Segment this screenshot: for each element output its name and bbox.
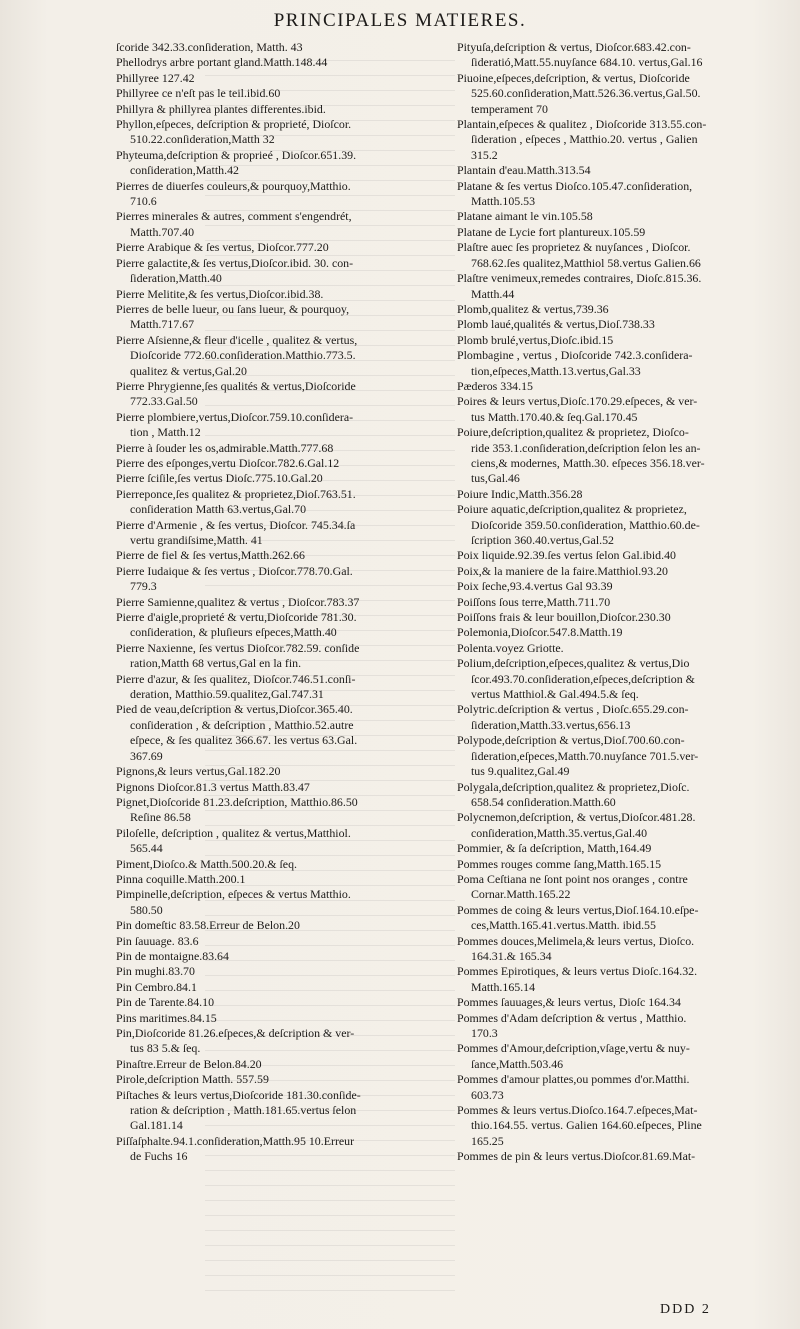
entry-first-line: Piſſaſphalte.94.1.conſideration,Matth.95 10.Erreur xyxy=(116,1133,355,1148)
entry-continuation-line: 315.2 xyxy=(471,147,498,162)
entry-continuation-line: Dioſcoride 359.50.conſideration, Matthio.60.de- xyxy=(471,517,700,532)
entry-first-line: Pommes ſauuages,& leurs vertus, Dioſc 164.34 xyxy=(457,995,681,1010)
entry-continuation-line: ſideration,Matth.33.vertus,656.13 xyxy=(471,717,631,732)
entry-continuation-line: ſideration , eſpeces , Matthio.20. vertus , Galien xyxy=(471,132,698,147)
entry-first-line: Pinaſtre.Erreur de Belon.84.20 xyxy=(116,1056,262,1071)
index-entry xyxy=(457,702,795,733)
entry-continuation-line: Reſine 86.58 xyxy=(130,810,191,825)
index-entry xyxy=(457,333,795,348)
entry-continuation-line: eſpece, & ſes qualitez 366.67. les vertus 63.Gal. xyxy=(130,733,358,748)
index-entry xyxy=(116,826,454,857)
entry-continuation-line: ſideration,Matth.40 xyxy=(130,271,222,286)
index-entry xyxy=(116,887,454,918)
entry-first-line: Poiſſons frais & leur bouillon,Dioſcor.230.30 xyxy=(457,610,671,625)
index-entry xyxy=(457,1072,795,1103)
entry-first-line: Pierre Arabique & ſes vertus, Dioſcor.777.20 xyxy=(116,240,329,255)
entry-first-line: Phyteuma,deſcription & proprieé , Dioſcor.651.39. xyxy=(116,147,357,162)
entry-first-line: Pierres de diuerſes couleurs,& pourquoy,Matthio. xyxy=(116,178,351,193)
index-entry xyxy=(457,163,795,178)
entry-continuation-line: conſideration,Matth.35.vertus,Gal.40 xyxy=(471,825,648,840)
index-entry xyxy=(116,240,454,255)
entry-first-line: Polemonia,Dioſcor.547.8.Matth.19 xyxy=(457,625,623,640)
index-entry xyxy=(457,810,795,841)
index-entry xyxy=(116,548,454,563)
index-entry xyxy=(116,1072,454,1087)
index-entry xyxy=(116,780,454,795)
index-entry xyxy=(457,271,795,302)
entry-continuation-line: qualitez & vertus,Gal.20 xyxy=(130,363,247,378)
entry-first-line: Pommes & leurs vertus.Dioſco.164.7.eſpeces,Mat- xyxy=(457,1103,698,1118)
entry-first-line: Pierre Iudaique & ſes vertus , Dioſcor.778.70.Gal. xyxy=(116,563,353,578)
entry-first-line: Poiure,deſcription,qualitez & proprietez, Dioſco- xyxy=(457,425,689,440)
index-entry xyxy=(457,857,795,872)
entry-first-line: Pommes rouges comme ſang,Matth.165.15 xyxy=(457,856,662,871)
entry-first-line: Poix ſeche,93.4.vertus Gal 93.39 xyxy=(457,579,613,594)
index-entry xyxy=(457,780,795,811)
index-entry xyxy=(116,287,454,302)
entry-first-line: Poires & leurs vertus,Dioſc.170.29.eſpeces, & ver- xyxy=(457,394,698,409)
entry-continuation-line: 779.3 xyxy=(130,579,157,594)
entry-continuation-line: vertu grandiſsime,Matth. 41 xyxy=(130,533,263,547)
entry-first-line: Pityuſa,deſcription & vertus, Dioſcor.683.42.con- xyxy=(457,40,691,54)
entry-first-line: Pierre ſciſile,ſes vertus Dioſc.775.10.Gal.20 xyxy=(116,471,323,486)
index-entry xyxy=(116,40,454,55)
entry-first-line: Phyllon,eſpeces, deſcription & proprieté, Dioſcor. xyxy=(116,117,352,132)
index-entry xyxy=(116,857,454,872)
entry-first-line: Pins maritimes.84.15 xyxy=(116,1010,217,1025)
index-entry xyxy=(457,394,795,425)
index-entry xyxy=(457,564,795,579)
index-entry xyxy=(457,995,795,1010)
entry-first-line: Poiure Indic,Matth.356.28 xyxy=(457,486,583,501)
entry-continuation-line: Matth.707.40 xyxy=(130,224,195,239)
entry-first-line: ſcoride 342.33.conſideration, Matth. 43 xyxy=(116,40,303,54)
index-entry xyxy=(457,903,795,934)
index-entry xyxy=(116,934,454,949)
entry-first-line: Pignons,& leurs vertus,Gal.182.20 xyxy=(116,764,281,779)
index-entry xyxy=(116,872,454,887)
index-entry xyxy=(116,949,454,964)
entry-first-line: Pierre galactite,& ſes vertus,Dioſcor.ibid. 30. con- xyxy=(116,255,354,270)
entry-first-line: Platane & ſes vertus Dioſco.105.47.conſideration, xyxy=(457,178,693,193)
entry-first-line: Pierre plombiere,vertus,Dioſcor.759.10.conſidera- xyxy=(116,409,354,424)
index-entry xyxy=(116,1134,454,1165)
entry-continuation-line: ſance,Matth.503.46 xyxy=(471,1056,564,1071)
entry-first-line: Platane de Lycie fort plantureux.105.59 xyxy=(457,224,646,239)
index-entry xyxy=(116,71,454,86)
entry-first-line: Poiure aquatic,deſcription,qualitez & proprietez, xyxy=(457,502,687,517)
entry-continuation-line: conſideration, & pluſieurs eſpeces,Matth.40 xyxy=(130,625,337,640)
index-entry xyxy=(116,610,454,641)
entry-continuation-line: Dioſcoride 772.60.conſideration.Matthio.773.5. xyxy=(130,348,356,363)
index-entry xyxy=(116,487,454,518)
entry-continuation-line: 580.50 xyxy=(130,902,163,917)
signature-mark: DDD 2 xyxy=(660,1302,711,1317)
entry-continuation-line: temperament 70 xyxy=(471,101,548,116)
index-entry xyxy=(457,964,795,995)
index-entry xyxy=(457,1149,795,1164)
index-entry xyxy=(116,86,454,101)
index-entry xyxy=(116,918,454,933)
index-entry xyxy=(116,1088,454,1134)
entry-first-line: Plombagine , vertus , Dioſcoride 742.3.conſidera- xyxy=(457,348,693,363)
entry-first-line: Polytric.deſcription & vertus , Dioſc.655.29.con- xyxy=(457,702,689,717)
index-entry xyxy=(116,764,454,779)
entry-continuation-line: deration, Matthio.59.qualitez,Gal.747.31 xyxy=(130,687,324,702)
index-entry xyxy=(457,934,795,965)
index-entry xyxy=(457,317,795,332)
entry-first-line: Pin domeſtic 83.58.Erreur de Belon.20 xyxy=(116,918,300,933)
entry-first-line: Pommes de pin & leurs vertus.Dioſcor.81.69.Mat- xyxy=(457,1149,696,1164)
index-entry xyxy=(457,872,795,903)
index-entry xyxy=(457,841,795,856)
entry-continuation-line: vertus Matthiol.& Gal.494.5.& ſeq. xyxy=(471,687,639,702)
entry-continuation-line: thio.164.55. vertus. Galien 164.60.eſpeces, Pline xyxy=(471,1118,702,1133)
index-entry xyxy=(457,348,795,379)
entry-first-line: Pierre de fiel & ſes vertus,Matth.262.66 xyxy=(116,548,305,563)
index-entry xyxy=(457,179,795,210)
entry-continuation-line: ſcription 360.40.vertus,Gal.52 xyxy=(471,533,614,547)
entry-continuation-line: ride 353.1.conſideration,deſcription ſelon les an- xyxy=(471,440,701,455)
index-entry xyxy=(116,55,454,70)
entry-first-line: Poix liquide.92.39.ſes vertus ſelon Gal.ibid.40 xyxy=(457,548,676,563)
entry-continuation-line: ciens,& modernes, Matth.30. eſpeces 356.18.ver- xyxy=(471,455,705,470)
entry-first-line: Phillyra & phillyrea plantes differentes.ibid. xyxy=(116,101,326,116)
entry-first-line: Polycnemon,deſcription, & vertus,Dioſcor.481.28. xyxy=(457,810,696,825)
entry-first-line: Polenta.voyez Griotte. xyxy=(457,640,564,655)
index-entry xyxy=(457,240,795,271)
index-entry xyxy=(116,964,454,979)
entry-first-line: Phillyree 127.42 xyxy=(116,70,195,85)
index-entry xyxy=(116,209,454,240)
entry-first-line: Piuoine,eſpeces,deſcription, & vertus, Dioſcoride xyxy=(457,70,690,85)
entry-first-line: Polygala,deſcription,qualitez & proprietez,Dioſc. xyxy=(457,779,690,794)
index-entry xyxy=(116,410,454,441)
entry-first-line: Plantain d'eau.Matth.313.54 xyxy=(457,163,591,178)
entry-first-line: Pierre d'azur, & ſes qualitez, Dioſcor.746.51.conſi- xyxy=(116,671,356,686)
index-entry xyxy=(116,441,454,456)
entry-continuation-line: Matth.105.53 xyxy=(471,194,536,209)
entry-continuation-line: ſideratió,Matt.55.nuyſance 684.10. vertus,Gal.16 xyxy=(471,55,703,70)
entry-continuation-line: conſideration,Matth.42 xyxy=(130,163,239,178)
entry-continuation-line: 710.6 xyxy=(130,194,157,209)
entry-continuation-line: 164.31.& 165.34 xyxy=(471,948,552,963)
index-entry xyxy=(457,1041,795,1072)
index-entry xyxy=(457,209,795,224)
entry-first-line: Pierres minerales & autres, comment s'engendrét, xyxy=(116,209,352,224)
entry-first-line: Piloſelle, deſcription , qualitez & vertus,Matthiol. xyxy=(116,825,351,840)
index-entry xyxy=(116,471,454,486)
entry-first-line: Pin,Dioſcoride 81.26.eſpeces,& deſcription & ver- xyxy=(116,1026,355,1040)
running-head: PRINCIPALES MATIERES. xyxy=(273,10,527,31)
entry-continuation-line: tion , Matth.12 xyxy=(130,425,201,440)
entry-continuation-line: ration,Matth 68 vertus,Gal en la fin. xyxy=(130,656,302,671)
entry-first-line: Plantain,eſpeces & qualitez , Dioſcoride 313.55.con- xyxy=(457,117,707,132)
entry-first-line: Piſtaches & leurs vertus,Dioſcoride 181.30.conſide- xyxy=(116,1087,361,1102)
entry-continuation-line: Gal.181.14 xyxy=(130,1118,183,1133)
entry-first-line: Pignet,Dioſcoride 81.23.deſcription, Matthio.86.50 xyxy=(116,794,358,809)
index-entry xyxy=(457,733,795,779)
entry-first-line: Pin de montaigne.83.64 xyxy=(116,948,229,963)
entry-first-line: Pinna coquille.Matth.200.1 xyxy=(116,871,246,886)
entry-continuation-line: 367.69 xyxy=(130,748,163,763)
entry-continuation-line: 525.60.conſideration,Matt.526.36.vertus,Gal.50. xyxy=(471,86,701,101)
entry-continuation-line: Cornar.Matth.165.22 xyxy=(471,887,571,902)
index-entry xyxy=(457,656,795,702)
index-entry xyxy=(116,117,454,148)
index-entry xyxy=(116,102,454,117)
entry-first-line: Pommes d'amour plattes,ou pommes d'or.Matthi. xyxy=(457,1072,690,1087)
entry-continuation-line: 565.44 xyxy=(130,841,163,856)
index-entry xyxy=(116,1057,454,1072)
entry-first-line: Pæderos 334.15 xyxy=(457,378,533,393)
entry-continuation-line: conſideration Matth 63.vertus,Gal.70 xyxy=(130,502,307,517)
index-entry xyxy=(116,702,454,764)
entry-continuation-line: Matth.44 xyxy=(471,286,515,301)
index-entry xyxy=(116,1011,454,1026)
index-entry xyxy=(116,302,454,333)
entry-first-line: Pierre Naxienne, ſes vertus Dioſcor.782.59. conſide xyxy=(116,640,360,655)
entry-first-line: Pommier, & ſa deſcription, Matth,164.49 xyxy=(457,841,652,856)
entry-first-line: Poix,& la maniere de la faire.Matthiol.93.20 xyxy=(457,563,669,578)
index-entry xyxy=(116,148,454,179)
index-entry xyxy=(457,1011,795,1042)
entry-first-line: Pierre d'Armenie , & ſes vertus, Dioſcor. 745.34.ſa xyxy=(116,517,356,532)
entry-continuation-line: tion,eſpeces,Matth.13.vertus,Gal.33 xyxy=(471,363,641,378)
entry-continuation-line: 772.33.Gal.50 xyxy=(130,394,198,409)
entry-first-line: Pierre Aſsienne,& fleur d'icelle , qualitez & vertus, xyxy=(116,332,358,347)
entry-first-line: Pommes douces,Melimela,& leurs vertus, Dioſco. xyxy=(457,933,695,948)
entry-first-line: Pierre d'aigle,proprieté & vertu,Dioſcoride 781.30. xyxy=(116,610,357,625)
entry-continuation-line: 658.54 conſideration.Matth.60 xyxy=(471,794,616,809)
entry-first-line: Pommes d'Adam deſcription & vertus , Matthio. xyxy=(457,1010,687,1025)
index-entry xyxy=(116,333,454,379)
entry-first-line: Plaſtre auec ſes proprietez & nuyſances , Dioſcor. xyxy=(457,240,691,255)
entry-continuation-line: conſideration , & deſcription , Matthio.52.autre xyxy=(130,717,354,732)
entry-first-line: Phillyree ce n'eſt pas le teil.ibid.60 xyxy=(116,86,281,101)
entry-first-line: Polium,deſcription,eſpeces,qualitez & vertus,Dio xyxy=(457,656,690,671)
index-entry xyxy=(457,71,795,117)
entry-first-line: Platane aimant le vin.105.58 xyxy=(457,209,593,224)
entry-first-line: Plomb,qualitez & vertus,739.36 xyxy=(457,301,609,316)
entry-first-line: Pommes Epirotiques, & leurs vertus Dioſc.164.32. xyxy=(457,964,698,979)
entry-continuation-line: Matth.165.14 xyxy=(471,979,536,994)
entry-first-line: Pimpinelle,deſcription, eſpeces & vertus Matthio. xyxy=(116,887,351,902)
index-entry xyxy=(116,564,454,595)
entry-continuation-line: 510.22.conſideration,Matth 32 xyxy=(130,132,275,147)
index-entry xyxy=(457,40,795,71)
index-entry xyxy=(457,595,795,610)
entry-first-line: Pierre à ſouder les os,admirable.Matth.777.68 xyxy=(116,440,334,455)
index-entry xyxy=(116,672,454,703)
entry-first-line: Pin de Tarente.84.10 xyxy=(116,995,215,1010)
entry-first-line: Pierre Melitite,& ſes vertus,Dioſcor.ibid.38. xyxy=(116,286,324,301)
index-entry xyxy=(457,1103,795,1149)
index-entry xyxy=(457,425,795,487)
index-column-left xyxy=(116,40,454,1165)
entry-first-line: Plomb laué,qualités & vertus,Dioſ.738.33 xyxy=(457,317,655,332)
entry-first-line: Piment,Dioſco.& Matth.500.20.& ſeq. xyxy=(116,856,297,871)
index-entry xyxy=(457,302,795,317)
entry-first-line: Pin ſauuage. 83.6 xyxy=(116,933,199,948)
index-entry xyxy=(457,225,795,240)
entry-continuation-line: 165.25 xyxy=(471,1133,504,1148)
entry-first-line: Pommes de coing & leurs vertus,Dioſ.164.10.eſpe- xyxy=(457,902,699,917)
index-entry xyxy=(116,1026,454,1057)
entry-first-line: Poiſſons ſous terre,Matth.711.70 xyxy=(457,594,611,609)
index-entry xyxy=(116,518,454,549)
entry-continuation-line: ces,Matth.165.41.vertus.Matth. ibid.55 xyxy=(471,918,656,933)
entry-first-line: Pied de veau,deſcription & vertus,Dioſcor.365.40. xyxy=(116,702,353,717)
index-entry xyxy=(457,487,795,502)
index-entry xyxy=(457,579,795,594)
entry-continuation-line: ſcor.493.70.conſideration,eſpeces,deſcription & xyxy=(471,671,695,686)
index-entry xyxy=(116,595,454,610)
entry-continuation-line: 170.3 xyxy=(471,1026,498,1040)
entry-first-line: Polypode,deſcription & vertus,Dioſ.700.60.con- xyxy=(457,733,685,748)
entry-first-line: Pierre des eſponges,vertu Dioſcor.782.6.Gal.12 xyxy=(116,455,340,470)
index-entry xyxy=(457,117,795,163)
entry-continuation-line: ſideration,eſpeces,Matth.70.nuyſance 701.5.ver- xyxy=(471,748,699,763)
entry-first-line: Pin Cembro.84.1 xyxy=(116,979,197,994)
index-entry xyxy=(116,641,454,672)
index-entry xyxy=(116,980,454,995)
entry-first-line: Pierre Samienne,qualitez & vertus , Dioſcor.783.37 xyxy=(116,594,360,609)
index-entry xyxy=(116,179,454,210)
index-entry xyxy=(457,548,795,563)
index-entry xyxy=(457,502,795,548)
index-entry xyxy=(116,795,454,826)
entry-first-line: Pierre Phrygienne,ſes qualités & vertus,Dioſcoride xyxy=(116,378,356,393)
entry-continuation-line: 768.62.ſes qualitez,Matthiol 58.vertus Galien.66 xyxy=(471,255,701,270)
entry-first-line: Plomb brulé,vertus,Dioſc.ibid.15 xyxy=(457,332,614,347)
index-entry xyxy=(457,610,795,625)
entry-continuation-line: tus 83 5.& ſeq. xyxy=(130,1041,201,1056)
entry-first-line: Pin mughi.83.70 xyxy=(116,964,195,979)
entry-continuation-line: de Fuchs 16 xyxy=(130,1149,188,1164)
index-entry xyxy=(116,995,454,1010)
index-entry xyxy=(457,379,795,394)
entry-first-line: Poma Ceſtiana ne ſont point nos oranges , contre xyxy=(457,871,688,886)
entry-first-line: Phellodrys arbre portant gland.Matth.148.44 xyxy=(116,55,328,70)
index-entry xyxy=(116,379,454,410)
entry-first-line: Pirole,deſcription Matth. 557.59 xyxy=(116,1072,269,1087)
entry-first-line: Pommes d'Amour,deſcription,vſage,vertu & nuy- xyxy=(457,1041,690,1056)
index-entry xyxy=(116,456,454,471)
index-entry xyxy=(457,641,795,656)
entry-continuation-line: tus,Gal.46 xyxy=(471,471,520,486)
entry-first-line: Plaſtre venimeux,remedes contraires, Dioſc.815.36. xyxy=(457,271,702,286)
index-entry xyxy=(457,625,795,640)
entry-first-line: Pierreponce,ſes qualitez & proprietez,Dioſ.763.51. xyxy=(116,486,356,501)
index-column-right xyxy=(457,40,795,1165)
entry-continuation-line: 603.73 xyxy=(471,1087,504,1102)
entry-continuation-line: ration & deſcription , Matth.181.65.vertus ſelon xyxy=(130,1103,357,1118)
entry-first-line: Pignons Dioſcor.81.3 vertus Matth.83.47 xyxy=(116,779,310,794)
entry-continuation-line: Matth.717.67 xyxy=(130,317,195,332)
entry-continuation-line: tus 9.qualitez,Gal.49 xyxy=(471,764,570,779)
index-entry xyxy=(116,256,454,287)
entry-continuation-line: tus Matth.170.40.& ſeq.Gal.170.45 xyxy=(471,409,638,424)
entry-first-line: Pierres de belle lueur, ou ſans lueur, & pourquoy, xyxy=(116,301,350,316)
